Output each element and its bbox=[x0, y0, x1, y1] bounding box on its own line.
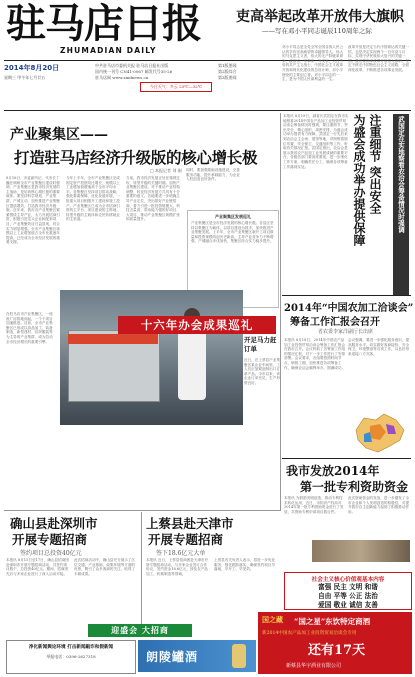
core-values-row: 自由 平等 公正 法治 bbox=[318, 592, 378, 600]
ad-left bbox=[138, 640, 256, 672]
ad-left-bottle bbox=[232, 644, 246, 668]
bottom-mid-deck: 签下18.6亿元大单 bbox=[156, 550, 206, 557]
edition-publisher: 中共驻马店市委机关报 驻马店日报社出版 bbox=[95, 63, 169, 68]
core-values-row: 爱国 敬业 诚信 友善 bbox=[318, 601, 378, 609]
lead-headline: 打造驻马店经济升级版的核心增长极 bbox=[14, 148, 258, 167]
ad-right-line1: “国之星”东饮特定商酒 bbox=[294, 617, 371, 626]
lead-body-col-2: 今年上半年，全市产业集聚区完成固定资产投资同比增长，规模以上工业增加值增速高于全市平均水平。各集聚区坚持项目带动战略，强化要素保障，优化发展环境，一批重大项目相继开工建设和竣工投产。产业集聚区已成为全市招商引资的主平台、项目建设的主阵地、转型升级的主载体和农民转移就业的主渠道。 bbox=[66, 176, 120, 222]
footer-notice-line: 举报电话：0396-2627318 bbox=[46, 654, 96, 659]
contents-item: 第2版综合 bbox=[218, 69, 237, 74]
bottom-left-headline-2: 开展专题招商 bbox=[12, 532, 88, 547]
lead-body-col-4: 同时，要加强基础设施建设，完善服务功能，提升承载能力，为企业入驻创造良好条件。 bbox=[186, 168, 240, 182]
contents-item: 第1版要闻 bbox=[218, 63, 237, 68]
right-story2-body-2: 会议强调，要进一步强化服务意识，提高服务水平，切实做好客商接待、安全保卫、环境整治等各项工作，以良好形象迎接八方宾客。 bbox=[348, 338, 410, 356]
ad-right bbox=[258, 612, 412, 674]
lead-body-col-3: 当前，我市经济发展正处在爬坡过坎、转型升级的关键时期。加快产业集聚区建设，对于推动产业结构调整、转变经济发展方式具有十分重要的意义。各地要进一步明确主导产业定位，突出抓好产业链招商，着力引进一批投资规模大、科技含量高、带动能力强的好项目、大项目，推动产业集聚区规模扩张和质量提升。 bbox=[126, 176, 180, 222]
core-values-box bbox=[284, 572, 412, 610]
red-banner: 十六年办会成果巡礼 bbox=[118, 316, 276, 334]
ad-right-line3: 还有17天 bbox=[308, 643, 366, 658]
bottom-left-deck: 签约项目总投资40亿元 bbox=[20, 550, 82, 557]
masthead-title: 驻马店日报 bbox=[6, 0, 201, 47]
right-small-photo bbox=[312, 540, 410, 562]
right-story2-headline: 2014年“中国农加工洽谈会” bbox=[284, 303, 414, 314]
issue-date: 2014年8月20日 bbox=[4, 64, 60, 72]
right-vertical-kicker: 武国定在实地察看农洽会筹备情况时强调 bbox=[393, 114, 409, 296]
contents-list bbox=[218, 63, 278, 81]
edition-code: 国内统一刊号 CN41-0067 邮发代号35-26 bbox=[95, 69, 173, 74]
right-divider-1 bbox=[282, 295, 411, 296]
edition-website: 驻马店网 www.zmdnews.cn bbox=[95, 75, 149, 80]
top-section-divider bbox=[4, 110, 411, 111]
photo-caption-text: 近日，在上蔡县产业集聚区某企业车间里，工人们正加紧赶制出口订单产品。今年以来，该企业订单充足，生产形势良好。 bbox=[244, 358, 280, 385]
ad-left-text: 朗陵罐酒 bbox=[146, 650, 199, 664]
bottom-section-divider bbox=[4, 510, 281, 511]
factory-photo bbox=[60, 290, 243, 425]
lead-right-divider bbox=[280, 113, 281, 510]
map-graphic bbox=[350, 410, 410, 456]
bottom-mid-headline-1: 上蔡县赴天津市 bbox=[146, 516, 234, 531]
right-story1-body: 本报讯 8月18日，副省长武国定在我市实地察看2014中国农产品加工业投资贸易洽谈会筹备情况时强调，要注重细节，突出安全，精心组织，周密安排，为盛会成功举办提供有力保障。武国定一行先后来到农洽会主会场、展馆等地，详细察看展位布置、安全保卫、交通组织等工作，听取有关情况汇报。武国定指出，农洽会是展示我省农产品加工业发展成就的重要平台，各级各部门要高度重视，进一步细化工作方案，明确责任分工，确保各项筹备工作落到实处。 bbox=[283, 114, 349, 169]
bottom-left-headline-1: 确山县赴深圳市 bbox=[10, 516, 98, 531]
lead-byline: □ 本报记者 刘 刚 bbox=[150, 168, 182, 173]
right-story2-subhead: 筹备工作汇报会召开 bbox=[290, 317, 380, 328]
contents-item: 第3版要闻 bbox=[218, 75, 237, 80]
core-values-row: 富强 民主 文明 和谐 bbox=[318, 583, 378, 591]
bottom-mid-body-2: 上蔡县有关负责人表示，将进一步优化服务，强化跟踪落实，确保签约项目早落地、早开工、早见效。 bbox=[214, 558, 276, 572]
lead-sidebar-body: 产业集聚区是全市经济发展的核心增长极。各县区坚持以集聚区为载体，以项目建设为抓手，加快推进产业集聚发展。上半年，全市产业集聚区新开工项目数量和投资规模均创历史新高，主导产业竞争力不断增强，产城融合步伐加快，集聚区综合实力稳步提升。 bbox=[191, 221, 274, 244]
masthead-english: ZHUMADIAN DAILY bbox=[60, 46, 157, 55]
top-story-body-2: 改革开放是决定当代中国命运的关键一招，也是决定实现两个一百年奋斗目标、实现中华民族伟大复兴的关键一招。我们要高举改革开放伟大旗帜，坚定不移走中国特色社会主义道路，全面深化改革，不断推进各项事业发展。 bbox=[348, 45, 410, 72]
bottom-mid-headline-2: 开展专题招商 bbox=[148, 532, 224, 547]
top-story-subhead: ——写在邓小平同志诞辰110周年之际 bbox=[262, 27, 372, 35]
green-banner: 迎盛会 大招商 bbox=[88, 624, 192, 637]
issue-lunar-date: 星期三 甲午年七月廿五 bbox=[4, 75, 46, 80]
right-story3-body-1: 本报讯 为鼓励发明创造，推动专利技术转化运用，近日，市知识产权局对2014年第一批专利资助资金进行了发放，共资助专利申请项目数百件。 bbox=[284, 496, 344, 514]
photo-caption-box bbox=[244, 336, 280, 426]
bottom-left-body-2: 此次招商活动中，确山县充分展示了区位交通、产业基础、政策环境等方面的优势，吸引了众多客商的关注，取得了丰硕成果。 bbox=[74, 558, 136, 576]
right-divider-2 bbox=[282, 458, 411, 459]
right-vertical-headline-1: 注重细节 突出安全 bbox=[368, 114, 382, 215]
map-shape bbox=[350, 410, 410, 456]
bottom-mid-body-1: 本报讯 近日，上蔡县招商团赴天津市开展专题招商活动，与多家企业签订合作协议，签约资金18.6亿元，涉及农产品加工、机械制造等领域。 bbox=[146, 558, 209, 576]
factory-machine-stripe bbox=[68, 334, 158, 344]
right-story2-deck: 省农委李家洋副厅长出席 bbox=[318, 329, 374, 335]
footer-notice-title: 净化新闻舆论环境 打击新闻敲诈和假新闻 bbox=[28, 645, 114, 650]
weather-box: 今日天气：多云 23℃—32℃ bbox=[140, 82, 212, 92]
right-story3-headline: 我市发放2014年 bbox=[286, 464, 380, 478]
top-story-body-1: 邓小平同志是全党全军全国各族人民公认的享有崇高威望的卓越领导人，伟大的马克思主义者，伟大的无产阶级革命家、政治家、军事家、外交家，久经考验的共产主义战士，中国社会主义改革开放和现代化建设的总设计师，邓小平理论的主要创立者。邓小平同志的一生，是为中国人民谋利益的一生。 bbox=[282, 45, 344, 82]
right-story3-body-2: 此次资助资金的发放，进一步激发了全市企业和个人发明创造的积极性，对提升我市自主创新能力起到了积极推动作用。 bbox=[348, 496, 410, 514]
edition-info bbox=[95, 63, 215, 81]
lead-body-continued: 在驻马店市产业集聚区，一座座厂房拔地而起，一个个项目加速推进。目前，全市产业集聚区已形成以食品加工、装备制造、新型建材、纺织服装等为主导的产业集群，成为拉动全市经济增长的重要引擎。 bbox=[6, 312, 53, 344]
lead-body-col-1: 8月16日，市委副书记、代市长丁巍在调研全市产业集聚区建设时强调，产业集聚区是我市经济发展的主战场，是培育核心增长极的重要载体。要坚持科学规划、产业集群、产城互动，加快推进产业集聚区提质增效，打造我市经济升级版。近年来，我市各产业集聚区紧紧围绕主导产业，大力开展招商引资，积极引进龙头企业和配套项目，产业集聚效应日益显现，综合实力明显增强。全市产业集聚区规模以上工业增加值占全市比重逐年提高，已经成为全市经济发展的重要支撑。 bbox=[6, 176, 60, 245]
bottom-left-body-1: 本报讯 8月15日至17日，确山县招商团赴深圳市开展专题招商活动，共签约项目数个，总投资40亿元。期间，招商团先后与多家企业进行了深入洽谈对接。 bbox=[6, 558, 69, 576]
ad-right-brand: 国之藏 bbox=[262, 615, 283, 624]
right-story3-subhead: 第一批专利资助资金 bbox=[300, 480, 409, 494]
core-values-title: 社会主义核心价值观基本内容 bbox=[311, 577, 385, 583]
right-vertical-headline-2: 为盛会成功举办提供保障 bbox=[352, 114, 366, 246]
ad-right-line2: 新2014中国农产品加工业投资贸易洽谈会专用 bbox=[262, 631, 357, 636]
right-story2-body-1: 本报讯 8月18日，2014年中国农产品加工业投资贸易洽谈会筹备工作汇报会在我市召开。会议听取了各筹备工作组的情况汇报，对下一步工作进行了安排部署。会议要求，各组要按照时间节点，倒排工期，加快推进各项筹备工作，确保农洽会顺利举办、圆满成功。 bbox=[284, 338, 346, 370]
ad-right-line4: 新蔡县华宇酒业有限公司 bbox=[286, 663, 342, 669]
issue-date-box bbox=[4, 63, 89, 87]
top-story-headline: 吏高举起改革开放伟大旗帜 bbox=[236, 9, 404, 25]
bottom-middle-divider bbox=[141, 512, 142, 632]
lead-kicker: 产业聚集区—— bbox=[10, 127, 108, 143]
lead-sidebar-label: 产业聚集区发展巡礼 bbox=[215, 214, 251, 219]
photo-caption-title: 开足马力赶订单 bbox=[244, 336, 277, 353]
footer-notice-box bbox=[6, 640, 136, 674]
